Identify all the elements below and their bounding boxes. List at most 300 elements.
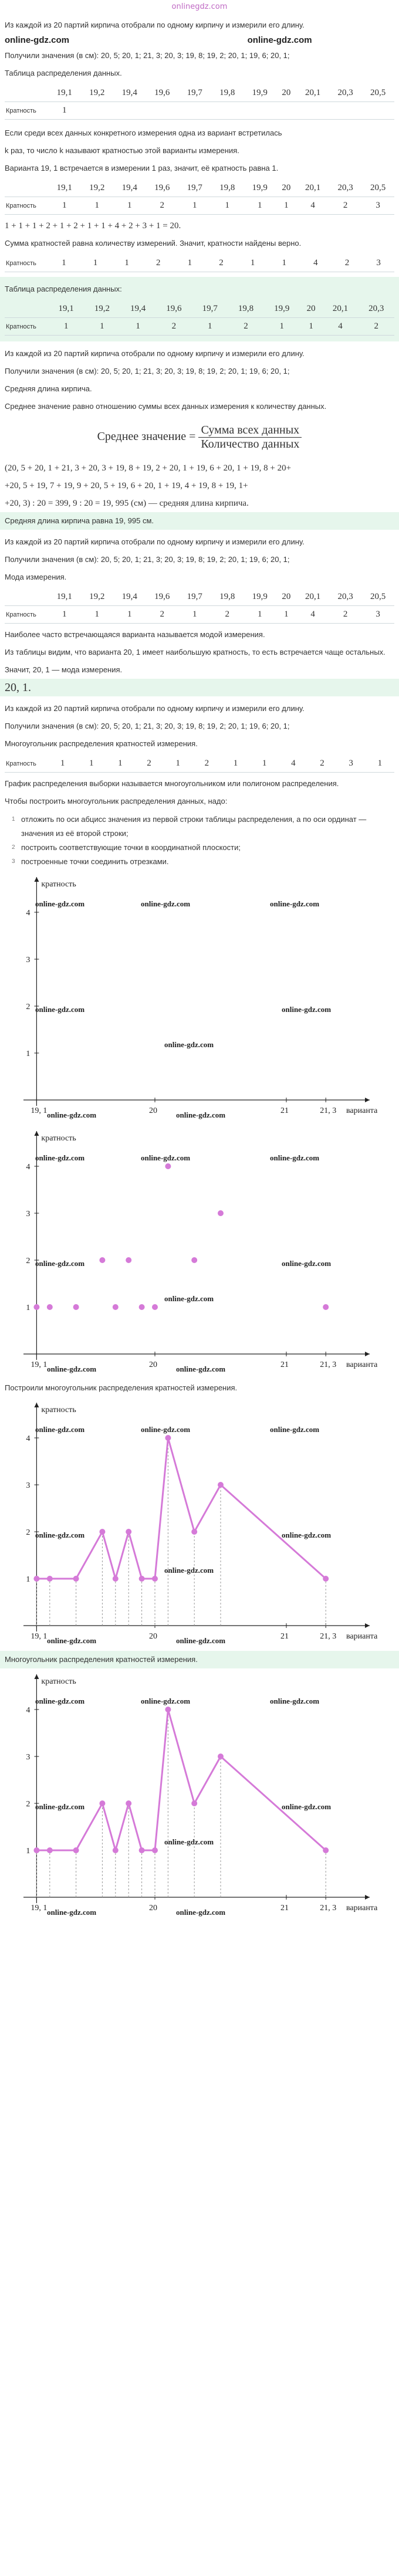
- data-point: [126, 1529, 131, 1535]
- data-table-1: [5, 84, 394, 120]
- watermark: online-gdz.com: [164, 1040, 214, 1049]
- watermark: online-gdz.com: [282, 1259, 332, 1268]
- table-cell: 1: [192, 318, 228, 336]
- table-cell: 3: [363, 255, 394, 272]
- table-header-cell: 19,9: [244, 84, 276, 102]
- mean-definition: Среднее значение равно отношению суммы всех данных измерения к количеству данных.: [5, 402, 327, 411]
- multiplicity-check: Сумма кратностей равна количеству измерений. Значит, кратности найдены верно.: [5, 239, 302, 248]
- row-label: Кратность: [5, 255, 48, 272]
- x-tick-label: 21, 3: [320, 1360, 337, 1369]
- table-header-row: [5, 300, 394, 318]
- table-header-cell: 19,7: [178, 588, 211, 606]
- table-cell: 3: [361, 197, 394, 215]
- table-header-cell: 20,5: [361, 588, 394, 606]
- formula-fraction: [198, 424, 302, 451]
- watermark: online-gdz.com: [176, 1908, 226, 1917]
- polygon-definition: График распределения выборки называется многоугольником или полигоном распределения.: [5, 779, 339, 788]
- watermark: online-gdz.com: [35, 1802, 85, 1811]
- watermark: online-gdz.com: [164, 1837, 214, 1846]
- data-point: [47, 1576, 53, 1582]
- table-header-cell: 19,9: [244, 588, 276, 606]
- mean-formula: [0, 415, 399, 459]
- table-cell: 1: [276, 197, 297, 215]
- data-point: [139, 1304, 145, 1310]
- data-point: [218, 1754, 224, 1759]
- table-row: [5, 318, 394, 336]
- table-cell: 3: [337, 755, 366, 773]
- polygon-built-text: Построили многоугольник распределения кратностей измерения.: [5, 1383, 238, 1392]
- table-header-cell: 19,1: [48, 84, 81, 102]
- table-cell: 1: [244, 606, 276, 624]
- table-cell: 2: [134, 755, 163, 773]
- table-header-cell: 19,2: [81, 180, 114, 197]
- data-point: [99, 1800, 105, 1806]
- x-tick-label: 19, 1: [31, 1106, 48, 1115]
- site-logo: onlinegdz.com: [171, 2, 228, 11]
- formula-denominator: Количество данных: [201, 438, 300, 451]
- section1-intro: Из каждой из 20 партий кирпича отобрали по одному кирпичу и измерили его длину.: [5, 21, 305, 29]
- table-cell: 1: [80, 255, 111, 272]
- mode-title: Мода измерения.: [5, 573, 67, 581]
- data-point: [218, 1482, 224, 1488]
- table-header-cell: 20,1: [322, 300, 358, 318]
- table-cell: [178, 102, 211, 120]
- data-point: [126, 1257, 131, 1263]
- y-tick-label: 4: [26, 1706, 31, 1715]
- watermark: online-gdz.com: [35, 1259, 85, 1268]
- table-cell: 1: [48, 755, 77, 773]
- table-header-cell: 19,6: [146, 180, 179, 197]
- table-cell: 1: [276, 606, 297, 624]
- data-point: [73, 1847, 79, 1853]
- y-tick-label: 3: [26, 1753, 31, 1762]
- row-label: [5, 588, 48, 606]
- section1-values: Получили значения (в см): 20, 5; 20, 1; 21, 3; 20, 3; 19, 8; 19, 2; 20, 1; 19, 6; 20, 1;: [5, 51, 290, 60]
- section3-title: Таблица распределения данных:: [5, 285, 122, 293]
- watermark: online-gdz.com: [47, 1636, 97, 1645]
- data-table-2b: [5, 255, 394, 272]
- x-axis-arrow: [365, 1098, 370, 1102]
- table-cell: [296, 102, 329, 120]
- y-tick-label: 1: [26, 1050, 31, 1058]
- y-axis-label: кратность: [41, 1406, 76, 1414]
- y-tick-label: 1: [26, 1304, 31, 1312]
- table-cell: 2: [156, 318, 192, 336]
- data-point: [139, 1576, 145, 1582]
- table-header-cell: 19,6: [146, 588, 179, 606]
- table-cell: 1: [113, 197, 146, 215]
- data-point: [191, 1800, 197, 1806]
- x-tick-label: 21, 3: [320, 1106, 337, 1115]
- x-axis-label: варианта: [346, 1632, 378, 1641]
- watermark: online-gdz.com: [35, 899, 85, 908]
- table-cell: 1: [366, 755, 394, 773]
- watermark: online-gdz.com: [164, 1566, 214, 1575]
- data-point: [323, 1847, 329, 1853]
- data-point: [99, 1257, 105, 1263]
- multiplicity-sum: 1 + 1 + 1 + 2 + 1 + 2 + 1 + 1 + 4 + 2 + 3 + 1 = 20.: [5, 221, 181, 231]
- table-row: [5, 197, 394, 215]
- chart-1-svg: [0, 871, 399, 1123]
- y-tick-label: 1: [26, 1847, 31, 1856]
- formula-left: Среднее значение =: [97, 430, 196, 444]
- table-cell: 4: [296, 197, 329, 215]
- table-cell: [81, 102, 114, 120]
- data-point: [152, 1304, 158, 1310]
- watermark: online-gdz.com: [270, 899, 320, 908]
- table-cell: [113, 102, 146, 120]
- data-point: [218, 1210, 224, 1216]
- table-header-cell: 19,8: [211, 84, 244, 102]
- y-tick-label: 2: [26, 1003, 31, 1011]
- table-header-cell: 19,9: [244, 180, 276, 197]
- section4-intro: Из каждой из 20 партий кирпича отобрали по одному кирпичу и измерили его длину.: [5, 349, 305, 358]
- table-cell: 2: [332, 255, 363, 272]
- data-point: [113, 1304, 119, 1310]
- y-axis-arrow: [34, 877, 39, 882]
- data-point: [165, 1435, 171, 1441]
- table-header-cell: 19,4: [120, 300, 156, 318]
- table-cell: [276, 102, 297, 120]
- table-cell: [244, 102, 276, 120]
- section1-table-title: Таблица распределения данных.: [5, 69, 122, 77]
- section-2: [0, 124, 399, 272]
- x-axis-label: варианта: [346, 1106, 378, 1115]
- table-header-cell: 19,6: [156, 300, 192, 318]
- data-table-6: [5, 755, 394, 773]
- list-item: 1 отложить по оси абцисс значения из первой строки таблицы распределения, а по оси ординат — значения из её второй строки;: [12, 815, 367, 838]
- table-cell: 1: [48, 606, 81, 624]
- x-tick-label: 20: [149, 1904, 157, 1912]
- x-axis-arrow: [365, 1623, 370, 1628]
- mode-definition: Наиболее часто встречающаяся варианта называется модой измерения.: [5, 630, 265, 639]
- x-tick-label: 20: [149, 1106, 157, 1115]
- table-cell: 2: [205, 255, 237, 272]
- watermark: online-gdz.com: [164, 1294, 214, 1303]
- table-cell: 1: [244, 197, 276, 215]
- data-point: [33, 1576, 39, 1582]
- table-row: [5, 606, 394, 624]
- watermark: online-gdz.com: [141, 899, 191, 908]
- watermark: online-gdz.com: [270, 1153, 320, 1162]
- data-point: [113, 1847, 119, 1853]
- watermark: online-gdz.com: [141, 1425, 191, 1434]
- row-label: Кратность: [5, 755, 48, 773]
- y-tick-label: 4: [26, 1434, 31, 1443]
- watermark: online-gdz.com: [35, 1697, 85, 1705]
- table-header-cell: 20: [276, 84, 297, 102]
- table-cell: 2: [307, 755, 336, 773]
- table-header-cell: 20,5: [361, 84, 394, 102]
- x-tick-label: 21, 3: [320, 1904, 337, 1912]
- mean-answer: Средняя длина кирпича равна 19, 995 см.: [0, 512, 399, 530]
- table-cell: 1: [250, 755, 279, 773]
- mode-result: Значит, 20, 1 — мода измерения.: [5, 665, 123, 674]
- section-3-distribution-table: [0, 277, 399, 341]
- data-point: [152, 1576, 158, 1582]
- mean-sum-line-2: +20, 5 + 19, 7 + 19, 9 + 20, 5 + 19, 6 + 20, 1 + 19, 4 + 19, 8 + 19, 1+: [5, 481, 248, 490]
- table-header-cell: 19,1: [48, 588, 81, 606]
- chart-polygon: [0, 1397, 399, 1651]
- x-tick-label: 19, 1: [31, 1632, 48, 1641]
- watermark: online-gdz.com online-gdz.com: [5, 35, 312, 45]
- watermark: online-gdz.com: [47, 1111, 97, 1119]
- watermark: online-gdz.com: [282, 1802, 332, 1811]
- x-tick-label: 21: [280, 1106, 289, 1115]
- section4-values: Получили значения (в см): 20, 5; 20, 1; 21, 3; 20, 3; 19, 8; 19, 2; 20, 1; 19, 6; 20, 1;: [5, 367, 290, 375]
- table-header-cell: 20: [276, 588, 297, 606]
- y-tick-label: 4: [26, 909, 31, 918]
- table-header-cell: 19,8: [228, 300, 263, 318]
- watermark: online-gdz.com: [47, 1365, 97, 1373]
- section-5-mode: [0, 533, 399, 696]
- polygon-steps: [0, 813, 399, 869]
- table-cell: 1: [221, 755, 250, 773]
- data-point: [33, 1847, 39, 1853]
- polygon-how: Чтобы построить многоугольник распределения данных, надо:: [5, 797, 228, 805]
- table-header-cell: 19,4: [113, 588, 146, 606]
- x-tick-label: 21, 3: [320, 1632, 337, 1641]
- table-header-row: [5, 588, 394, 606]
- data-point: [165, 1163, 171, 1169]
- table-cell: 3: [361, 606, 394, 624]
- data-point: [73, 1576, 79, 1582]
- table-cell: 1: [48, 102, 81, 120]
- table-cell: 1: [84, 318, 120, 336]
- table-header-cell: 20,3: [329, 180, 362, 197]
- y-axis-label: кратность: [41, 1134, 76, 1143]
- watermark: online-gdz.com: [141, 1153, 191, 1162]
- table-header-cell: 20: [300, 300, 322, 318]
- table-cell: 1: [111, 255, 143, 272]
- table-header-cell: 19,4: [113, 84, 146, 102]
- table-cell: 1: [264, 318, 300, 336]
- data-point: [191, 1257, 197, 1263]
- row-label: Кратность: [5, 606, 48, 624]
- table-cell: 2: [359, 318, 394, 336]
- table-cell: [211, 102, 244, 120]
- table-header-cell: 20,3: [359, 300, 394, 318]
- table-header-cell: 20,3: [329, 588, 362, 606]
- watermark: online-gdz.com: [35, 1531, 85, 1539]
- table-cell: 4: [300, 255, 332, 272]
- mean-title: Средняя длина кирпича.: [5, 384, 92, 393]
- x-tick-label: 20: [149, 1632, 157, 1641]
- row-label: [5, 300, 48, 318]
- table-header-cell: 20,1: [296, 84, 329, 102]
- watermark: online-gdz.com: [270, 1697, 320, 1705]
- table-cell: 1: [106, 755, 134, 773]
- table-cell: 2: [228, 318, 263, 336]
- list-item: 2 построить соответствующие точки в координатной плоскости;: [12, 843, 241, 852]
- mean-sum-line-3: +20, 3) : 20 = 399, 9 : 20 = 19, 995 (см) — средняя длина кирпича.: [5, 499, 249, 508]
- chart-4-svg: [0, 1668, 399, 1921]
- x-tick-label: 19, 1: [31, 1904, 48, 1912]
- data-point: [323, 1304, 329, 1310]
- mode-explanation: Из таблицы видим, что варианта 20, 1 имеет наибольшую кратность, то есть встречается чаще остальных.: [5, 648, 386, 656]
- data-point: [152, 1847, 158, 1853]
- table-header-cell: 19,2: [81, 588, 114, 606]
- x-tick-label: 20: [149, 1360, 157, 1369]
- table-cell: 1: [77, 755, 106, 773]
- data-point: [191, 1529, 197, 1535]
- section6-values: Получили значения (в см): 20, 5; 20, 1; 21, 3; 20, 3; 19, 8; 19, 2; 20, 1; 19, 6; 20, 1;: [5, 722, 290, 730]
- chart-2-svg: [0, 1125, 399, 1377]
- watermark: online-gdz.com: [176, 1365, 226, 1373]
- data-point: [73, 1304, 79, 1310]
- data-point: [47, 1304, 53, 1310]
- watermark: online-gdz.com: [176, 1636, 226, 1645]
- multiplicity-intro: Если среди всех данных конкретного измерения одна из вариант встретилась: [5, 128, 282, 137]
- table-header-cell: 20,1: [296, 180, 329, 197]
- table-header-cell: 19,2: [84, 300, 120, 318]
- section-4-mean: [0, 345, 399, 530]
- y-tick-label: 3: [26, 956, 31, 964]
- table-header-cell: 19,8: [211, 180, 244, 197]
- formula-numerator: Сумма всех данных: [198, 424, 302, 438]
- data-point: [126, 1800, 131, 1806]
- y-axis-arrow: [34, 1131, 39, 1136]
- data-table-5: [5, 588, 394, 624]
- table-cell: 4: [296, 606, 329, 624]
- section5-intro: Из каждой из 20 партий кирпича отобрали по одному кирпичу и измерили его длину.: [5, 537, 305, 546]
- table-cell: 1: [120, 318, 156, 336]
- table-cell: 2: [211, 606, 244, 624]
- table-cell: 1: [81, 606, 114, 624]
- table-header-cell: 19,2: [81, 84, 114, 102]
- table-header-cell: 19,4: [113, 180, 146, 197]
- row-label: Кратность: [5, 197, 48, 215]
- table-cell: 1: [237, 255, 269, 272]
- table-cell: 1: [178, 606, 211, 624]
- row-label: Кратность: [5, 318, 48, 336]
- y-axis-label: кратность: [41, 1677, 76, 1686]
- y-tick-label: 2: [26, 1257, 31, 1265]
- y-tick-label: 2: [26, 1528, 31, 1537]
- table-header-cell: 19,7: [178, 180, 211, 197]
- section5-values: Получили значения (в см): 20, 5; 20, 1; 21, 3; 20, 3; 19, 8; 19, 2; 20, 1; 19, 6; 20, 1;: [5, 555, 290, 564]
- watermark: online-gdz.com: [282, 1005, 332, 1014]
- table-header-cell: 19,1: [48, 180, 81, 197]
- table-cell: 2: [146, 606, 179, 624]
- y-tick-label: 2: [26, 1800, 31, 1809]
- watermark: online-gdz.com: [141, 1697, 191, 1705]
- table-header-cell: 19,7: [178, 84, 211, 102]
- table-row: [5, 755, 394, 773]
- row-label: [5, 84, 48, 102]
- section-6-polygon: [0, 700, 399, 869]
- data-table-3: [5, 300, 394, 336]
- table-header-cell: 20,5: [361, 180, 394, 197]
- polygon-final-title: Многоугольник распределения кратностей измерения.: [0, 1651, 399, 1668]
- table-cell: 1: [174, 255, 206, 272]
- multiplicity-definition: k раз, то число k называют кратностью этой варианты измерения.: [5, 146, 239, 155]
- data-point: [47, 1847, 53, 1853]
- y-axis-arrow: [34, 1674, 39, 1679]
- chart-empty-axes: [0, 871, 399, 1125]
- table-header-cell: 19,9: [264, 300, 300, 318]
- watermark: online-gdz.com: [35, 1005, 85, 1014]
- table-header-cell: 20,3: [329, 84, 362, 102]
- data-point: [165, 1707, 171, 1712]
- y-tick-label: 4: [26, 1163, 31, 1172]
- section-1: [0, 16, 399, 120]
- watermark: online-gdz.com: [176, 1111, 226, 1119]
- table-header-cell: 20: [276, 180, 297, 197]
- watermark: online-gdz.com: [282, 1531, 332, 1539]
- watermark: online-gdz.com: [35, 1425, 85, 1434]
- x-tick-label: 21: [280, 1360, 289, 1369]
- table-cell: [361, 102, 394, 120]
- chart-points: [0, 1125, 399, 1379]
- watermark: online-gdz.com: [47, 1908, 97, 1917]
- data-point: [113, 1576, 119, 1582]
- x-tick-label: 21: [280, 1632, 289, 1641]
- row-label: Кратность: [5, 102, 48, 120]
- section6-intro: Из каждой из 20 партий кирпича отобрали по одному кирпичу и измерили его длину.: [5, 704, 305, 713]
- data-point: [139, 1847, 145, 1853]
- table-cell: 1: [48, 197, 81, 215]
- data-table-2: [5, 180, 394, 215]
- x-tick-label: 21: [280, 1904, 289, 1912]
- table-header-cell: 20,1: [296, 588, 329, 606]
- x-axis-label: варианта: [346, 1904, 378, 1912]
- table-header-cell: 19,1: [48, 300, 84, 318]
- watermark: online-gdz.com: [270, 1425, 320, 1434]
- table-cell: 2: [329, 606, 362, 624]
- table-cell: 2: [146, 197, 179, 215]
- data-point: [99, 1529, 105, 1535]
- table-cell: 1: [268, 255, 300, 272]
- table-cell: 1: [164, 755, 192, 773]
- table-cell: [329, 102, 362, 120]
- table-cell: 1: [48, 318, 84, 336]
- table-row: [5, 255, 394, 272]
- x-axis-label: варианта: [346, 1360, 378, 1369]
- mean-sum-line-1: (20, 5 + 20, 1 + 21, 3 + 20, 3 + 19, 8 + 19, 2 + 20, 1 + 19, 6 + 20, 1 + 19, 8 + 20+: [5, 463, 292, 473]
- data-point: [323, 1576, 329, 1582]
- table-cell: 2: [192, 755, 221, 773]
- y-tick-label: 3: [26, 1481, 31, 1490]
- table-cell: 1: [81, 197, 114, 215]
- x-axis-arrow: [365, 1895, 370, 1900]
- table-cell: 1: [178, 197, 211, 215]
- table-row: [5, 102, 394, 120]
- y-axis-arrow: [34, 1403, 39, 1407]
- table-cell: 1: [300, 318, 322, 336]
- x-axis-arrow: [365, 1352, 370, 1356]
- polygon-title: Многоугольник распределения кратностей измерения.: [5, 739, 198, 748]
- table-cell: 4: [322, 318, 358, 336]
- table-cell: 2: [143, 255, 174, 272]
- x-tick-label: 19, 1: [31, 1360, 48, 1369]
- table-cell: 1: [113, 606, 146, 624]
- table-cell: 1: [211, 197, 244, 215]
- list-item: 3 построенные точки соединить отрезками.: [12, 857, 169, 866]
- table-header-row: [5, 180, 394, 197]
- row-label: [5, 180, 48, 197]
- table-header-cell: 19,8: [211, 588, 244, 606]
- table-cell: 1: [48, 255, 80, 272]
- y-axis-label: кратность: [41, 880, 76, 889]
- multiplicity-example: Варианта 19, 1 встречается в измерении 1 раз, значит, её кратность равна 1.: [5, 164, 279, 172]
- chart-polygon-final: [0, 1668, 399, 1922]
- series-line: [36, 1438, 326, 1579]
- table-header-cell: 19,6: [146, 84, 179, 102]
- mode-answer: 20, 1.: [0, 679, 399, 696]
- data-point: [33, 1304, 39, 1310]
- table-cell: [146, 102, 179, 120]
